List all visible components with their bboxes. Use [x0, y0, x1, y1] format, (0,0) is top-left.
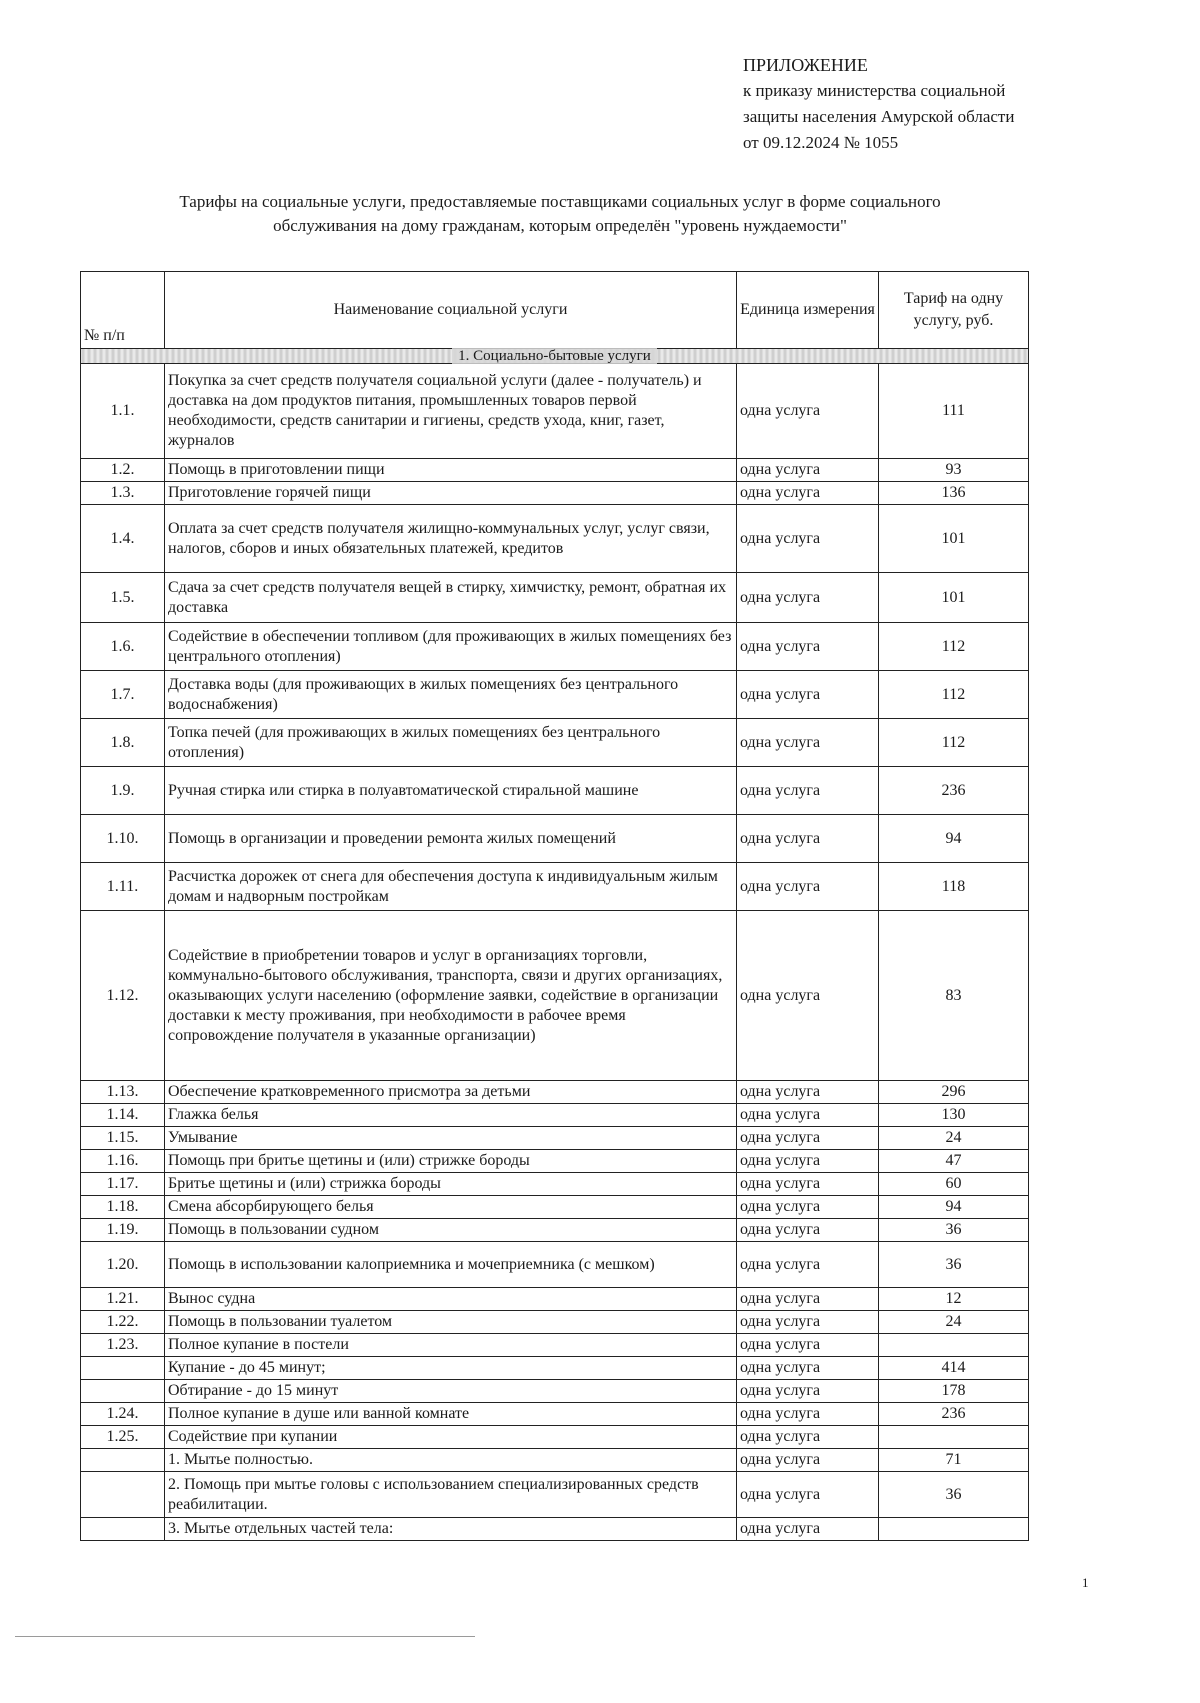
table-row	[81, 1449, 1029, 1472]
cell-name: Купание - до 45 минут;	[165, 1357, 737, 1380]
table-row	[81, 1288, 1029, 1311]
table-row	[81, 1518, 1029, 1541]
cell-unit: одна услуга	[737, 1219, 879, 1242]
cell-price: 94	[879, 1196, 1029, 1219]
cell-unit: одна услуга	[737, 671, 879, 719]
table-row	[81, 1334, 1029, 1357]
table-row	[81, 1311, 1029, 1334]
table-row	[81, 671, 1029, 719]
cell-name: Вынос судна	[165, 1288, 737, 1311]
cell-unit: одна услуга	[737, 767, 879, 815]
table-row	[81, 1472, 1029, 1518]
header-price: Тариф на одну услугу, руб.	[879, 272, 1029, 349]
cell-price: 36	[879, 1472, 1029, 1518]
table-row	[81, 1242, 1029, 1288]
cell-name: 1. Мытье полностью.	[165, 1449, 737, 1472]
cell-num	[81, 1357, 165, 1380]
cell-unit: одна услуга	[737, 1173, 879, 1196]
cell-name: 3. Мытье отдельных частей тела:	[165, 1518, 737, 1541]
document-title-line-1: Тарифы на социальные услуги, предоставляемые поставщиками социальных услуг в форме социального	[179, 192, 941, 211]
cell-price: 130	[879, 1104, 1029, 1127]
cell-unit: одна услуга	[737, 573, 879, 623]
cell-unit: одна услуга	[737, 459, 879, 482]
table-row	[81, 1127, 1029, 1150]
table-row	[81, 364, 1029, 459]
cell-name: Сдача за счет средств получателя вещей в стирку, химчистку, ремонт, обратная их доставка	[165, 573, 737, 623]
table-row	[81, 1081, 1029, 1104]
cell-unit: одна услуга	[737, 1127, 879, 1150]
table-row	[81, 1403, 1029, 1426]
cell-price: 111	[879, 364, 1029, 459]
cell-name: Помощь в пользовании туалетом	[165, 1311, 737, 1334]
cell-unit: одна услуга	[737, 1449, 879, 1472]
cell-price	[879, 1426, 1029, 1449]
header-num: № п/п	[81, 272, 165, 349]
cell-num	[81, 1472, 165, 1518]
cell-price: 178	[879, 1380, 1029, 1403]
cell-price: 236	[879, 767, 1029, 815]
cell-num: 1.12.	[81, 911, 165, 1081]
cell-price: 112	[879, 623, 1029, 671]
document-title	[90, 190, 1030, 238]
cell-price	[879, 1334, 1029, 1357]
cell-num	[81, 1380, 165, 1403]
appendix-heading: ПРИЛОЖЕНИЕ	[743, 55, 868, 75]
table-row	[81, 1357, 1029, 1380]
table-row	[81, 911, 1029, 1081]
cell-name: Полное купание в душе или ванной комнате	[165, 1403, 737, 1426]
table-row	[81, 1150, 1029, 1173]
appendix-line-2: защиты населения Амурской области	[743, 107, 1015, 126]
table-row	[81, 815, 1029, 863]
cell-name: Помощь в использовании калоприемника и мочеприемника (с мешком)	[165, 1242, 737, 1288]
header-name: Наименование социальной услуги	[165, 272, 737, 349]
cell-num: 1.23.	[81, 1334, 165, 1357]
cell-unit: одна услуга	[737, 1426, 879, 1449]
cell-unit: одна услуга	[737, 911, 879, 1081]
cell-name: Смена абсорбирующего белья	[165, 1196, 737, 1219]
cell-num: 1.14.	[81, 1104, 165, 1127]
cell-num: 1.24.	[81, 1403, 165, 1426]
section-title: 1. Социально-бытовые услуги	[452, 348, 657, 364]
page-number: 1	[1082, 1575, 1089, 1590]
table-row	[81, 863, 1029, 911]
cell-unit: одна услуга	[737, 1518, 879, 1541]
cell-num: 1.18.	[81, 1196, 165, 1219]
cell-price: 60	[879, 1173, 1029, 1196]
cell-unit: одна услуга	[737, 863, 879, 911]
cell-num: 1.22.	[81, 1311, 165, 1334]
table-header-row	[81, 272, 1029, 349]
cell-unit: одна услуга	[737, 1472, 879, 1518]
cell-num: 1.11.	[81, 863, 165, 911]
cell-name: Содействие при купании	[165, 1426, 737, 1449]
cell-num: 1.3.	[81, 482, 165, 505]
cell-unit: одна услуга	[737, 1288, 879, 1311]
cell-name: Покупка за счет средств получателя социальной услуги (далее - получатель) и доставка на дом продуктов питания, промышленных товаров первой необходимости, средств санитарии и гигиены, средств ухода, книг, газет, журналов	[165, 364, 737, 459]
cell-num: 1.5.	[81, 573, 165, 623]
cell-price: 112	[879, 671, 1029, 719]
cell-price: 414	[879, 1357, 1029, 1380]
appendix-block	[743, 52, 1123, 156]
cell-unit: одна услуга	[737, 1150, 879, 1173]
cell-price: 24	[879, 1311, 1029, 1334]
cell-num: 1.8.	[81, 719, 165, 767]
table-row	[81, 1219, 1029, 1242]
cell-name: Глажка белья	[165, 1104, 737, 1127]
cell-num: 1.4.	[81, 505, 165, 573]
cell-unit: одна услуга	[737, 815, 879, 863]
table-row	[81, 1196, 1029, 1219]
cell-name: Обтирание - до 15 минут	[165, 1380, 737, 1403]
cell-num: 1.6.	[81, 623, 165, 671]
cell-unit: одна услуга	[737, 1242, 879, 1288]
cell-num: 1.21.	[81, 1288, 165, 1311]
cell-price: 12	[879, 1288, 1029, 1311]
cell-unit: одна услуга	[737, 1081, 879, 1104]
table-row	[81, 1380, 1029, 1403]
cell-name: Умывание	[165, 1127, 737, 1150]
table-row	[81, 1104, 1029, 1127]
cell-price: 112	[879, 719, 1029, 767]
cell-price: 71	[879, 1449, 1029, 1472]
cell-unit: одна услуга	[737, 505, 879, 573]
cell-num: 1.9.	[81, 767, 165, 815]
cell-price: 101	[879, 505, 1029, 573]
cell-num: 1.19.	[81, 1219, 165, 1242]
section-title-cell	[81, 349, 1029, 364]
cell-name: Содействие в приобретении товаров и услуг в организациях торговли, коммунально-бытового обслуживания, транспорта, связи и других организациях, оказывающих услуги населению (оформление заявки, содействие в организации доставки к месту проживания, при необходимости в рабочее время сопровождение получателя в указанные организации)	[165, 911, 737, 1081]
cell-name: Помощь при бритье щетины и (или) стрижке бороды	[165, 1150, 737, 1173]
header-unit: Единица измерения	[737, 272, 879, 349]
appendix-line-1: к приказу министерства социальной	[743, 81, 1006, 100]
table-row	[81, 1426, 1029, 1449]
cell-num: 1.17.	[81, 1173, 165, 1196]
cell-price: 296	[879, 1081, 1029, 1104]
cell-price	[879, 1518, 1029, 1541]
cell-name: Полное купание в постели	[165, 1334, 737, 1357]
cell-price: 47	[879, 1150, 1029, 1173]
cell-price: 118	[879, 863, 1029, 911]
table-row	[81, 623, 1029, 671]
cell-price: 83	[879, 911, 1029, 1081]
cell-name: Оплата за счет средств получателя жилищно-коммунальных услуг, услуг связи, налогов, сборов и иных обязательных платежей, кредитов	[165, 505, 737, 573]
cell-price: 36	[879, 1219, 1029, 1242]
table-row	[81, 573, 1029, 623]
cell-name: Доставка воды (для проживающих в жилых помещениях без центрального водоснабжения)	[165, 671, 737, 719]
cell-num: 1.25.	[81, 1426, 165, 1449]
cell-name: Содействие в обеспечении топливом (для проживающих в жилых помещениях без центрального отопления)	[165, 623, 737, 671]
section-row	[81, 349, 1029, 364]
cell-unit: одна услуга	[737, 1380, 879, 1403]
cell-name: Обеспечение кратковременного присмотра за детьми	[165, 1081, 737, 1104]
appendix-line-3: от 09.12.2024 № 1055	[743, 133, 899, 152]
scan-artifact-line	[15, 1636, 475, 1637]
cell-name: Расчистка дорожек от снега для обеспечения доступа к индивидуальным жилым домам и надворным постройкам	[165, 863, 737, 911]
cell-unit: одна услуга	[737, 1334, 879, 1357]
cell-unit: одна услуга	[737, 482, 879, 505]
cell-price: 94	[879, 815, 1029, 863]
table-row	[81, 767, 1029, 815]
table-row	[81, 482, 1029, 505]
cell-price: 101	[879, 573, 1029, 623]
cell-unit: одна услуга	[737, 1196, 879, 1219]
table-row	[81, 505, 1029, 573]
cell-price: 36	[879, 1242, 1029, 1288]
cell-unit: одна услуга	[737, 1104, 879, 1127]
cell-name: Приготовление горячей пищи	[165, 482, 737, 505]
cell-num: 1.1.	[81, 364, 165, 459]
cell-num: 1.16.	[81, 1150, 165, 1173]
cell-name: 2. Помощь при мытье головы с использованием специализированных средств реабилитации.	[165, 1472, 737, 1518]
tariffs-table	[80, 271, 1029, 1541]
cell-unit: одна услуга	[737, 364, 879, 459]
cell-name: Топка печей (для проживающих в жилых помещениях без центрального отопления)	[165, 719, 737, 767]
cell-num: 1.10.	[81, 815, 165, 863]
cell-name: Помощь в организации и проведении ремонта жилых помещений	[165, 815, 737, 863]
cell-num: 1.13.	[81, 1081, 165, 1104]
cell-unit: одна услуга	[737, 623, 879, 671]
cell-price: 236	[879, 1403, 1029, 1426]
cell-name: Помощь в приготовлении пищи	[165, 459, 737, 482]
cell-num: 1.20.	[81, 1242, 165, 1288]
table-row	[81, 459, 1029, 482]
cell-price: 93	[879, 459, 1029, 482]
cell-num: 1.2.	[81, 459, 165, 482]
cell-name: Ручная стирка или стирка в полуавтоматической стиральной машине	[165, 767, 737, 815]
cell-unit: одна услуга	[737, 1357, 879, 1380]
cell-unit: одна услуга	[737, 1403, 879, 1426]
cell-num	[81, 1518, 165, 1541]
cell-num	[81, 1449, 165, 1472]
cell-name: Помощь в пользовании судном	[165, 1219, 737, 1242]
cell-price: 24	[879, 1127, 1029, 1150]
cell-num: 1.15.	[81, 1127, 165, 1150]
cell-unit: одна услуга	[737, 1311, 879, 1334]
table-row	[81, 1173, 1029, 1196]
table-row	[81, 719, 1029, 767]
document-title-line-2: обслуживания на дому гражданам, которым определён "уровень нуждаемости"	[273, 216, 847, 235]
cell-num: 1.7.	[81, 671, 165, 719]
cell-price: 136	[879, 482, 1029, 505]
cell-name: Бритье щетины и (или) стрижка бороды	[165, 1173, 737, 1196]
cell-unit: одна услуга	[737, 719, 879, 767]
